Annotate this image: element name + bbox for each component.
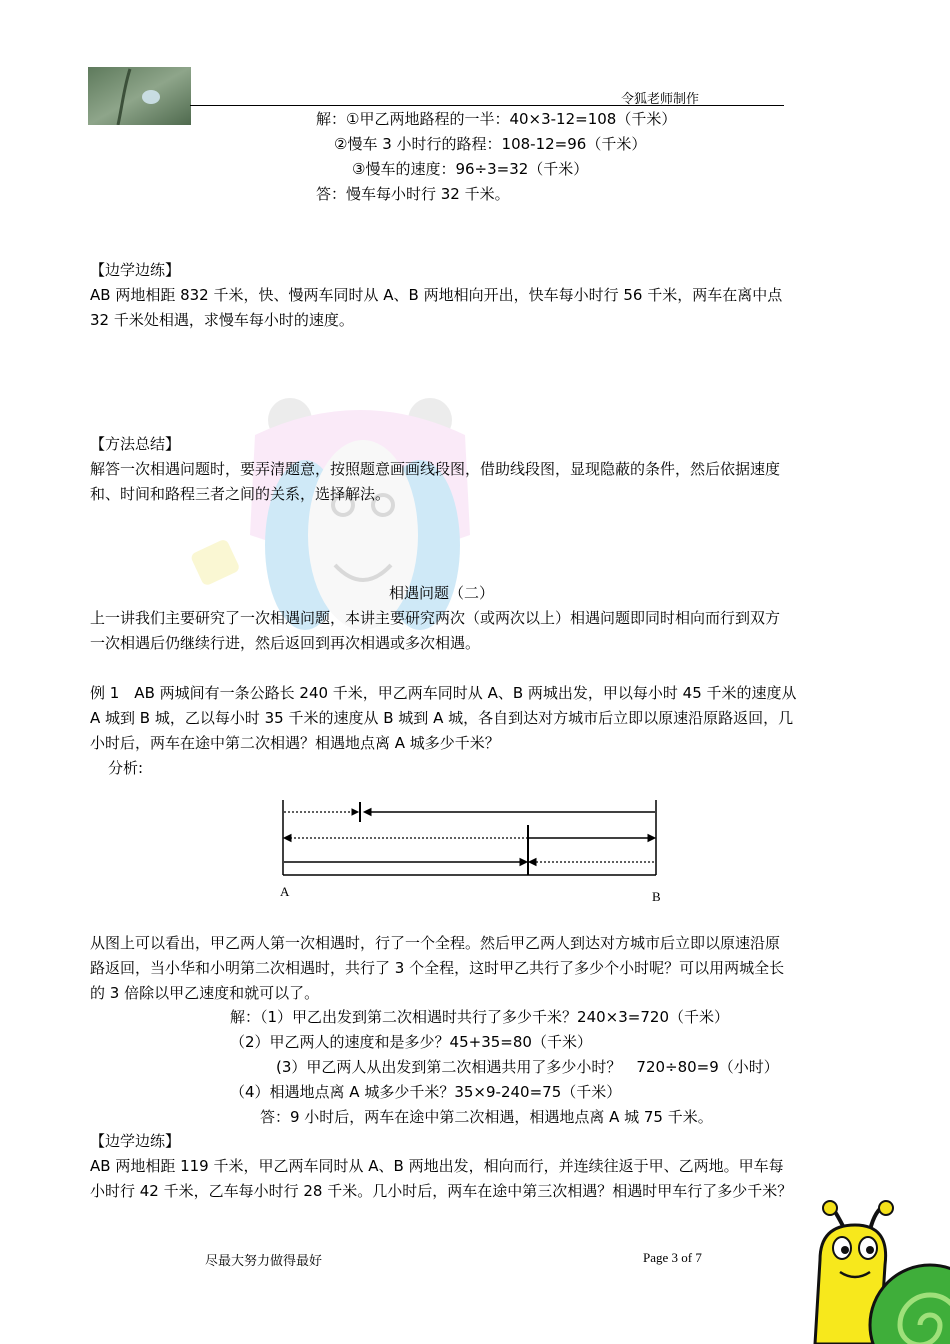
section2-title: 相遇问题（二） xyxy=(389,584,495,602)
solution2-answer: 答：9 小时后，两车在途中第二次相遇，相遇地点离 A 城 75 千米。 xyxy=(260,1108,713,1126)
diagram-row2-arrow-left xyxy=(284,835,291,842)
solution1-line3: ③慢车的速度：96÷3=32（千米） xyxy=(352,160,589,178)
example1-line1: 例 1 AB 两城间有一条公路长 240 千米，甲乙两车同时从 A、B 两城出发，甲以每小时 45 千米的速度从 xyxy=(90,684,797,702)
practice2-line1: AB 两地相距 119 千米，甲乙两车同时从 A、B 两地出发，相向而行，并连续往返于甲、乙两地。甲车每 xyxy=(90,1157,784,1175)
explanation-line2: 路返回，当小华和小明第二次相遇时，共行了 3 个全程，这时甲乙共行了多少个小时呢？可以用两城全长 xyxy=(90,959,785,977)
solution1-line1: 解：①甲乙两地路程的一半：40×3-12=108（千米） xyxy=(316,110,677,128)
diagram-row1-arrow-left xyxy=(364,809,371,816)
solution2-line1: 解：（1）甲乙出发到第二次相遇时共行了多少千米？240×3=720（千米） xyxy=(230,1008,729,1026)
practice1-heading: 【边学边练】 xyxy=(90,261,181,279)
solution2-line3: (3）甲乙两人从出发到第二次相遇共用了多少小时？ 720÷80=9（小时） xyxy=(276,1058,779,1076)
section2-intro1: 上一讲我们主要研究了一次相遇问题，本讲主要研究两次（或两次以上）相遇问题即同时相向而行到双方 xyxy=(90,609,781,627)
method-heading: 【方法总结】 xyxy=(90,435,181,453)
method-line1: 解答一次相遇问题时，要弄清题意，按照题意画画线段图，借助线段图，显现隐蔽的条件，然后依据速度 xyxy=(90,460,781,478)
section2-intro2: 一次相遇后仍继续行进，然后返回到再次相遇或多次相遇。 xyxy=(90,634,481,652)
footer-motto: 尽最大努力做得最好 xyxy=(205,1253,323,1268)
practice2-heading: 【边学边练】 xyxy=(90,1132,181,1150)
solution1-line2: ②慢车 3 小时行的路程：108-12=96（千米） xyxy=(334,135,647,153)
solution2-line2: （2）甲乙两人的速度和是多少？45+35=80（千米） xyxy=(230,1033,592,1051)
diagram-row2-arrow-right xyxy=(648,835,655,842)
diagram-row3-arrow-right xyxy=(520,859,527,866)
analysis-label: 分析: xyxy=(108,759,144,777)
practice2-line2: 小时行 42 千米，乙车每小时行 28 千米。几小时后，两车在途中第三次相遇？相遇时甲车行了多少千米？ xyxy=(90,1182,793,1200)
footer-page-number: Page 3 of 7 xyxy=(643,1250,702,1265)
diagram-label-a: A xyxy=(280,884,290,899)
snail-illustration xyxy=(790,1200,950,1344)
practice1-line1: AB 两地相距 832 千米，快、慢两车同时从 A、B 两地相向开出，快车每小时行 56 千米，两车在离中点 xyxy=(90,286,783,304)
header-photo xyxy=(88,67,191,125)
diagram-row3-arrow-left xyxy=(529,859,536,866)
solution2-line4: （4）相遇地点离 A 城多少千米？35×9-240=75（千米） xyxy=(230,1083,622,1101)
practice1-line2: 32 千米处相遇，求慢车每小时的速度。 xyxy=(90,311,354,329)
header-author: 令狐老师制作 xyxy=(621,91,700,106)
segment-diagram xyxy=(270,790,670,910)
explanation-line3: 的 3 倍除以甲乙速度和就可以了。 xyxy=(90,984,320,1002)
method-line2: 和、时间和路程三者之间的关系，选择解法。 xyxy=(90,485,391,503)
example1-line3: 小时后，两车在途中第二次相遇？相遇地点离 A 城多少千米？ xyxy=(90,734,500,752)
diagram-row1-arrow-right xyxy=(352,809,358,815)
example1-line2: A 城到 B 城，乙以每小时 35 千米的速度从 B 城到 A 城，各自到达对方城市后立即以原速沿原路返回，几 xyxy=(90,709,794,727)
explanation-line1: 从图上可以看出，甲乙两人第一次相遇时，行了一个全程。然后甲乙两人到达对方城市后立即以原速沿原 xyxy=(90,934,781,952)
diagram-label-b: B xyxy=(652,889,661,904)
solution1-answer: 答：慢车每小时行 32 千米。 xyxy=(316,185,510,203)
